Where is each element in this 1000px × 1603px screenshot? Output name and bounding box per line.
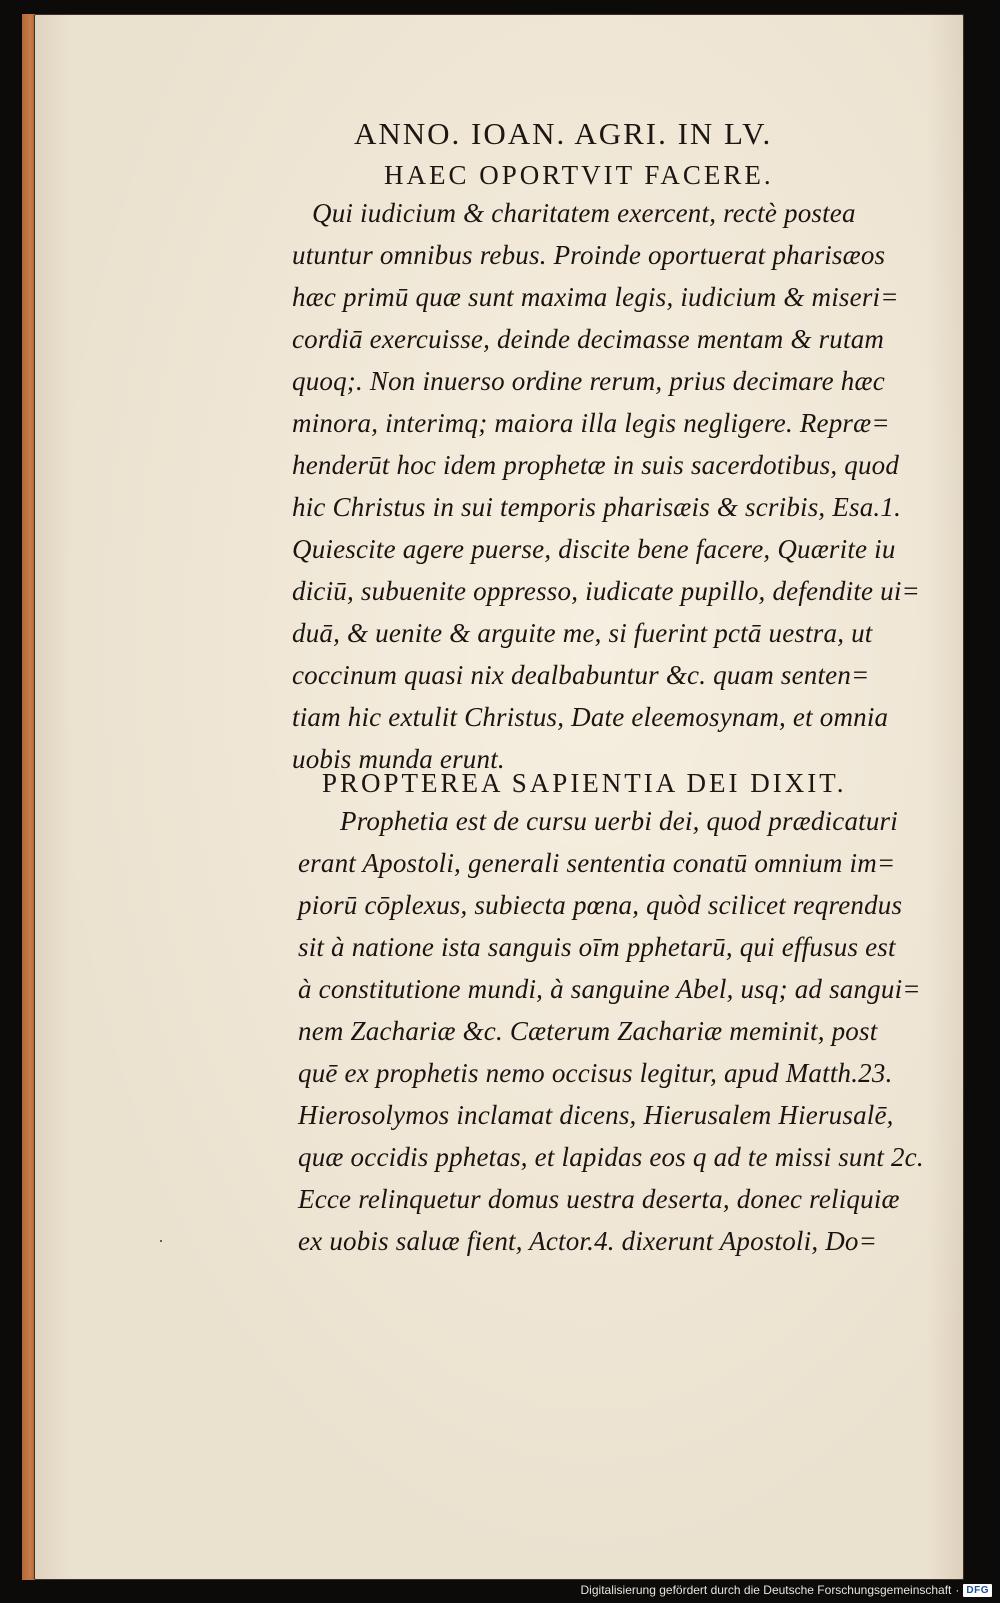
body-line: diciū, subuenite oppresso, iudicate pupillo, defendite ui=: [292, 576, 920, 606]
body-line: nem Zachariæ &c. Cæterum Zachariæ meminit, post: [298, 1016, 878, 1046]
credit-text: Digitalisierung gefördert durch die Deutsche Forschungsgemeinschaft: [580, 1583, 952, 1597]
body-line: sit à natione ista sanguis oīm pphetarū, qui effusus est: [298, 932, 896, 962]
body-line: erant Apostoli, generali sententia conatū omnium im=: [298, 848, 896, 878]
body-line: quē ex prophetis nemo occisus legitur, apud Matth.23.: [298, 1058, 893, 1088]
body-line: utuntur omnibus rebus. Proinde oportuerat pharisæos: [292, 240, 886, 270]
body-line: tiam hic extulit Christus, Date eleemosynam, et omnia: [292, 702, 889, 732]
running-head: ANNO. IOAN. AGRI. IN LV.: [354, 116, 773, 151]
dfg-logo-icon: DFG: [963, 1584, 992, 1597]
body-line: minora, interimq; maiora illa legis negligere. Repræ=: [292, 408, 890, 438]
body-line: hæc primū quæ sunt maxima legis, iudicium & miseri=: [292, 282, 899, 312]
ink-speck: [160, 1240, 162, 1242]
body-line: ex uobis saluæ fient, Actor.4. dixerunt Apostoli, Do=: [298, 1226, 878, 1256]
body-line: Hierosolymos inclamat dicens, Hierusalem Hierusalē,: [298, 1100, 894, 1130]
body-line: hic Christus in sui temporis pharisæis & scribis, Esa.1.: [292, 492, 902, 522]
section-title-2: PROPTEREA SAPIENTIA DEI DIXIT.: [322, 768, 847, 798]
section-title-1: HAEC OPORTVIT FACERE.: [384, 160, 774, 190]
body-line: duā, & uenite & arguite me, si fuerint pctā uestra, ut: [292, 618, 873, 648]
body-line: quæ occidis pphetas, et lapidas eos q ad te missi sunt 2c.: [298, 1142, 924, 1172]
digitization-credit: [581, 1583, 992, 1597]
body-line: piorū cōplexus, subiecta pœna, quòd scilicet reqrendus: [298, 890, 903, 920]
body-line: cordiā exercuisse, deinde decimasse mentam & rutam: [292, 324, 885, 354]
body-line: Qui iudicium & charitatem exercent, rectè postea: [312, 198, 856, 228]
body-line: coccinum quasi nix dealbabuntur &c. quam senten=: [292, 660, 870, 690]
credit-separator: ·: [955, 1583, 960, 1597]
body-line: quoq;. Non inuerso ordine rerum, prius decimare hæc: [292, 366, 885, 396]
body-line: Prophetia est de cursu uerbi dei, quod prædicaturi: [340, 806, 898, 836]
body-line: Ecce relinquetur domus uestra deserta, donec reliquiæ: [298, 1184, 900, 1214]
body-line: Quiescite agere puerse, discite bene facere, Quærite iu: [292, 534, 896, 564]
body-line: à constitutione mundi, à sanguine Abel, usq; ad sangui=: [298, 974, 921, 1004]
body-line: uobis munda erunt.: [292, 744, 505, 774]
body-line: henderūt hoc idem prophetæ in suis sacerdotibus, quod: [292, 450, 900, 480]
